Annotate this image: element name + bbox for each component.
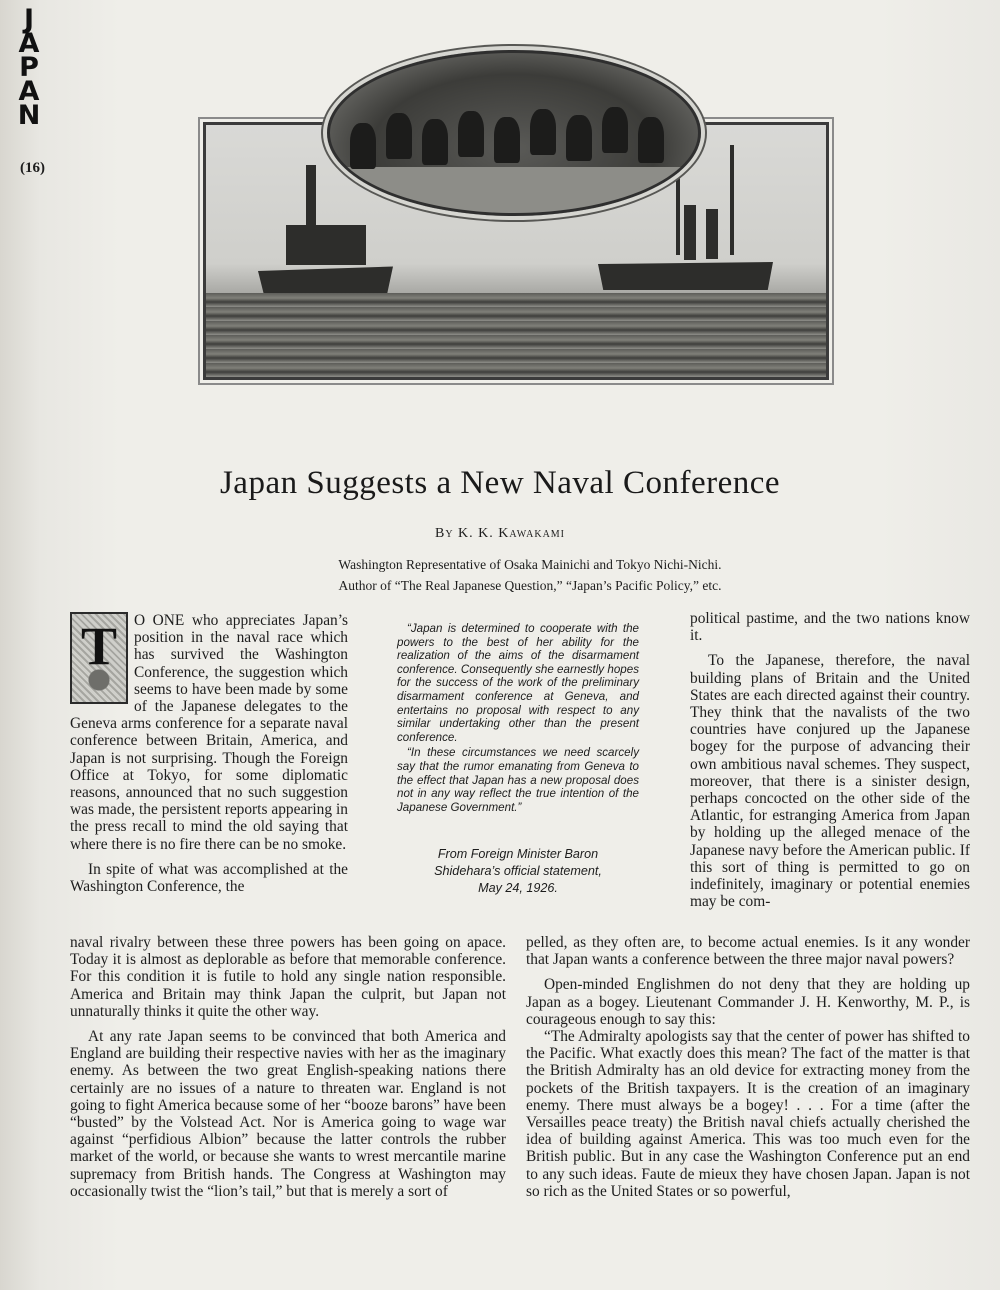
grass [330, 167, 698, 213]
article-title: Japan Suggests a New Naval Conference [219, 465, 781, 501]
paragraph: In spite of what was accomplished at the Washington Conference, the [70, 860, 348, 896]
quote-paragraph: “In these circumstances we need scarcely say that the rumor emanating from Geneva to the effect that Japan has a new proposal does not in any way reflect the true intention of the Japanese Government.” [397, 746, 639, 814]
sailor-figure [530, 109, 556, 155]
sea-waves [206, 293, 826, 377]
masthead-letter: P [19, 52, 39, 83]
battleship-right-funnel [706, 209, 718, 259]
battleship-left-bridge [286, 225, 366, 265]
sailor-figure [494, 117, 520, 163]
sailors-oval-photo [327, 50, 701, 216]
sailor-figure [350, 123, 376, 169]
quote-attribution: From Foreign Minister Baron Shidehara’s official statement, May 24, 1926. [434, 847, 602, 895]
page-number: (16) [20, 160, 45, 176]
paragraph: To the Japanese, therefore, the naval building plans of Britain and the United States are each directed against their country. They think that the navalists of the two countries have conjured up the Japanese bogey for the purpose of advancing their own ambitious naval schemes. They suspect, moreover, that there is a sinister design, perhaps concocted on the other side of the Atlantic, for estranging America from Japan by holding up the alleged menace of the Japanese navy before the American public. If this sort of thing is permitted to go on indefinitely, imaginary or potential enemies may be com- [690, 652, 970, 911]
column-1 [70, 612, 348, 895]
sailor-figure [458, 111, 484, 157]
quote-paragraph: “Japan is determined to cooperate with the powers to the best of her ability for the realization of the aims of the disarmament conference. Consequently she earnestly hopes for the success of the work of the preliminary disarmament conference at Geneva, and entertains no proposal with respect to any similar undertaking other than the present conference. [397, 622, 639, 744]
sailor-figure [602, 107, 628, 153]
author-credit-line-2: Author of “The Real Japanese Question,” “Japan’s Pacific Policy,” etc. [338, 578, 722, 593]
drop-cap-initial: T [70, 612, 128, 704]
masthead-letter: J [23, 4, 35, 35]
paragraph: pelled, as they often are, to become actual enemies. Is it any wonder that Japan wants a conference between the three major naval powers? [526, 934, 970, 969]
header-illustration [195, 40, 855, 420]
paragraph: naval rivalry between these three powers has been going on apace. Today it is almost as deplorable as before that memorable conference. For this condition it is futile to hold any single nation responsible. America and Britain may think Japan the culprit, but Japan not unnaturally thinks it quite the other way. [70, 934, 506, 1020]
lower-right-column [526, 934, 970, 1200]
sailor-figure [422, 119, 448, 165]
quotation-paragraph: “The Admiralty apologists say that the center of power has shifted to the Pacific. What exactly does this mean? The fact of the matter is that the British Admiralty has an old device for extracting money from the pockets of the British taxpayers. It is the creation of an imaginary enemy. There must always be a bogey! . . . For a time (after the Versailles peace treaty) the British naval chiefs actually cherished the idea of building against America. This was too much even for the British public. But in any case the Washington Conference put an end to any such ideas. Faute de mieux they have chosen Japan. Japan is not so rich as the United States or so powerful, [526, 1028, 970, 1200]
battleship-right-funnel [684, 205, 696, 260]
battleship-right-mast [730, 145, 734, 255]
sailor-figure [386, 113, 412, 159]
column-3 [690, 610, 970, 910]
masthead [14, 4, 44, 131]
masthead-letter: A [18, 76, 40, 107]
masthead-letter: N [17, 100, 41, 131]
paragraph: O ONE who appreciates Japan’s position in the naval race which has survived the Washington Conference, the suggestion which seems to have been made by some of the Japanese delegates to the Geneva arms conference for a separate naval conference between Britain, America, and Japan is not surprising. Though the Foreign Office at Tokyo, for some diplomatic reasons, announced that no such suggestion was made, the persistent reports appearing in the press recall to mind the old saying that where there is no fire there can be no smoke. [70, 612, 348, 853]
author-credit-line-1: Washington Representative of Osaka Mainichi and Tokyo Nichi-Nichi. [338, 557, 722, 572]
lower-left-column [70, 934, 506, 1200]
byline: By K. K. Kawakami [434, 526, 566, 541]
sailor-figure [638, 117, 664, 163]
pull-quote [397, 622, 639, 814]
sailor-figure [566, 115, 592, 161]
paragraph: political pastime, and the two nations know it. [690, 610, 970, 645]
paragraph: Open-minded Englishmen do not deny that they are holding up Japan as a bogey. Lieutenant Commander J. H. Kenworthy, M. P., is courageous enough to say this: [526, 976, 970, 1028]
paragraph: At any rate Japan seems to be convinced that both America and England are building their respective navies with her as the imaginary enemy. As between the two great English-speaking nations there certainly are no issues of a nature to threaten war. England is not going to fight America because some of her “booze barons” have been “busted” by the Volstead Act. Nor is America going to wage war against “perfidious Albion” because the latter controls the rubber market of the world, or because she wants to wrest mercantile marine supremacy from British hands. The Congress at Washington may occasionally twist the “lion’s tail,” but that is merely a sort of [70, 1028, 506, 1200]
masthead-letter: A [18, 28, 40, 59]
